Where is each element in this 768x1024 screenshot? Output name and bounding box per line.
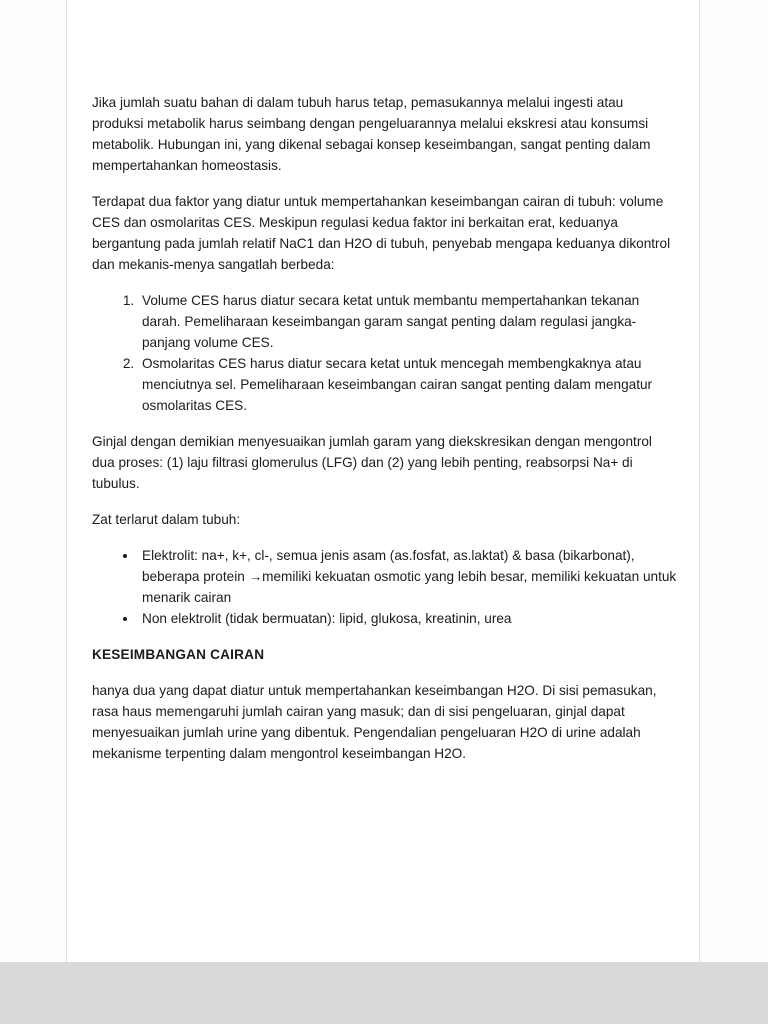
list-item: 2. Osmolaritas CES harus diatur secara ketat untuk mencegah membengkaknya atau menciutnya sel. Pemeliharaan keseimbangan cairan sangat penting dalam mengatur osmolaritas CES. bbox=[138, 353, 677, 416]
paragraph-solutes-intro: Zat terlarut dalam tubuh: bbox=[92, 512, 241, 527]
paragraph-two-factors: Terdapat dua faktor yang diatur untuk mempertahankan keseimbangan cairan di tubuh: volume CES dan osmolaritas CES. Meskipun regulasi kedua faktor ini berkaitan erat, keduanya bergantung pada jumlah relatif NaC1 dan H2O di tubuh, penyebab mengapa keduanya dikontrol dan mekanis-menya sangatlah berbeda: bbox=[92, 194, 671, 272]
paragraph-kidney-processes: Ginjal dengan demikian menyesuaikan jumlah garam yang diekskresikan dengan mengontrol dua proses: (1) laju filtrasi glomerulus (LFG) dan (2) yang lebih penting, reabsorpsi Na+ di tubulus. bbox=[92, 434, 652, 491]
bulleted-list bbox=[92, 545, 677, 629]
list-item: • Non elektrolit (tidak bermuatan): lipid, glukosa, kreatinin, urea bbox=[138, 608, 677, 629]
paragraph-water-balance: hanya dua yang dapat diatur untuk mempertahankan keseimbangan H2O. Di sisi pemasukan, rasa haus memengaruhi jumlah cairan yang masuk; dan di sisi pengeluaran, ginjal dapat menyesuaikan jumlah urine yang dibentuk. Pengendalian pengeluaran H2O di urine adalah mekanisme terpenting dalam mengontrol keseimbangan H2O. bbox=[92, 683, 657, 761]
document-page bbox=[66, 0, 700, 962]
numbered-list bbox=[92, 290, 677, 416]
viewer-gutter-left bbox=[0, 0, 66, 962]
viewer-gutter-right bbox=[701, 0, 768, 962]
section-heading: KESEIMBANGAN CAIRAN bbox=[92, 647, 265, 662]
list-item: 1. Volume CES harus diatur secara ketat untuk membantu mempertahankan tekanan darah. Pemeliharaan keseimbangan garam sangat penting dalam regulasi jangka-panjang volume CES. bbox=[138, 290, 677, 353]
list-item: • Elektrolit: na+, k+, cl-, semua jenis asam (as.fosfat, as.laktat) & basa (bikarbonat), beberapa protein →memiliki kekuatan osmotic yang lebih besar, memiliki kekuatan untuk menarik cairan bbox=[138, 545, 677, 608]
paragraph-balance-concept: Jika jumlah suatu bahan di dalam tubuh harus tetap, pemasukannya melalui ingesti atau produksi metabolik harus seimbang dengan pengeluarannya melalui ekskresi atau konsumsi metabolik. Hubungan ini, yang dikenal sebagai konsep keseimbangan, sangat penting dalam mempertahankan homeostasis. bbox=[92, 95, 651, 173]
viewer-background bbox=[0, 962, 768, 1024]
